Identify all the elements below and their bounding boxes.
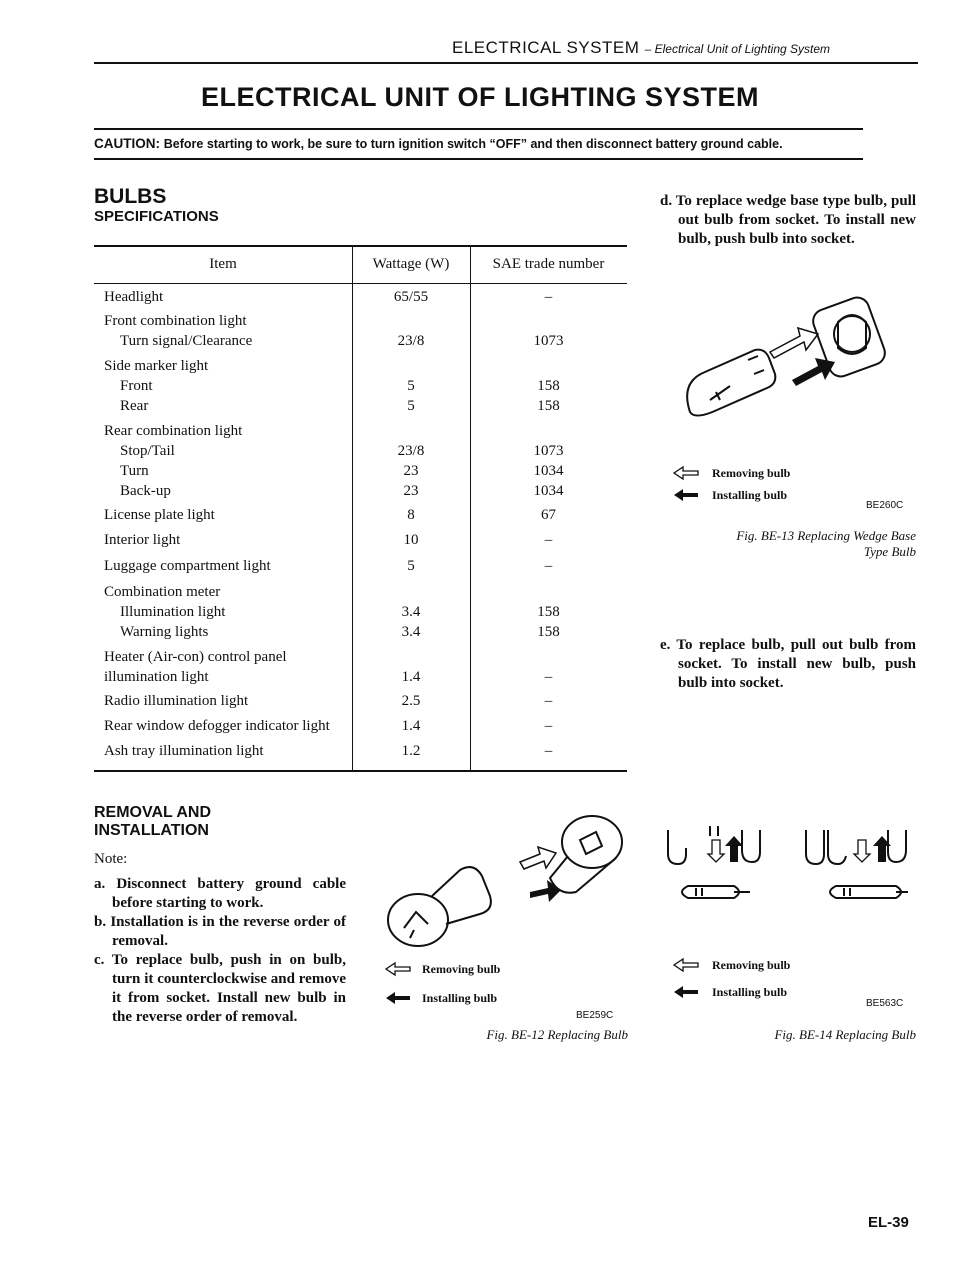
- table-cell-item: Front combination light: [104, 313, 247, 329]
- table-cell-item: Rear combination light: [104, 423, 243, 439]
- removing-arrow-icon: [672, 465, 700, 481]
- table-cell-sae: 67: [541, 507, 556, 523]
- table-cell-wattage: 5: [407, 398, 415, 414]
- figure-caption: [660, 528, 916, 560]
- table-cell-wattage: 1.4: [401, 718, 421, 734]
- table-cell-sae: 158: [537, 624, 560, 640]
- table-cell-item: Headlight: [104, 289, 164, 305]
- removal-heading-line2: INSTALLATION: [94, 822, 209, 839]
- removal-notes: [94, 850, 346, 1027]
- table-cell-wattage: 5: [407, 558, 415, 574]
- table-cell-item: Rear: [120, 398, 149, 414]
- table-cell-wattage: 3.4: [401, 624, 421, 640]
- header-section: ELECTRICAL SYSTEM: [452, 38, 640, 57]
- figure-caption: Fig. BE-12 Replacing Bulb: [486, 1027, 628, 1042]
- caution-notice: [94, 136, 783, 151]
- caution-rule-top: [94, 128, 863, 130]
- table-cell-item: Front: [120, 378, 153, 394]
- figure-caption: Fig. BE-14 Replacing Bulb: [774, 1027, 916, 1042]
- table-cell-wattage: 2.5: [401, 693, 421, 709]
- table-cell-wattage: 10: [403, 532, 419, 548]
- header-rule: [94, 62, 918, 64]
- note-a: a. Disconnect battery ground cable before starting to work.: [94, 876, 346, 911]
- table-cell-wattage: 3.4: [401, 604, 421, 620]
- table-cell-wattage: 65/55: [393, 289, 429, 305]
- table-cell-wattage: 23/8: [397, 333, 425, 349]
- table-cell-wattage: 8: [407, 507, 415, 523]
- table-header-wattage: Wattage (W): [372, 256, 450, 272]
- table-rule-bottom: [94, 770, 627, 772]
- table-cell-item: Luggage compartment light: [104, 558, 271, 574]
- table-cell-item: Interior light: [104, 532, 181, 548]
- wedge-bulb-illustration: [670, 282, 910, 452]
- table-header-sae: SAE trade number: [492, 256, 605, 272]
- figure-code: BE563C: [866, 998, 904, 1009]
- table-cell-wattage: 5: [407, 378, 415, 394]
- table-cell-item: Illumination light: [120, 604, 226, 620]
- header-subtitle: – Electrical Unit of Lighting System: [644, 42, 831, 56]
- installing-arrow-icon: [384, 990, 412, 1006]
- figure-code: BE259C: [576, 1010, 614, 1021]
- table-cell-sae: 1034: [533, 483, 564, 499]
- legend-installing-label: Installing bulb: [712, 985, 788, 999]
- removal-heading-line1: REMOVAL AND: [94, 804, 212, 821]
- table-cell-item: Turn: [120, 463, 149, 479]
- caution-rule-bottom: [94, 158, 863, 160]
- table-cell-item: Combination meter: [104, 584, 221, 600]
- table-cell-item: Warning lights: [120, 624, 209, 640]
- removing-arrow-icon: [672, 957, 700, 973]
- table-cell-item: License plate light: [104, 507, 215, 523]
- note-b: b. Installation is in the reverse order of removal.: [94, 914, 346, 949]
- legend-removing-label: Removing bulb: [712, 466, 791, 480]
- festoon-bulb-illustration: [660, 812, 920, 922]
- bayonet-bulb-illustration: [380, 800, 640, 970]
- legend-installing-label: Installing bulb: [422, 991, 498, 1005]
- legend-removing-label: Removing bulb: [422, 962, 501, 976]
- table-cell-sae: 158: [537, 604, 560, 620]
- table-cell-wattage: 23: [403, 463, 419, 479]
- table-cell-sae: 1073: [533, 333, 564, 349]
- table-cell-sae: –: [544, 693, 553, 709]
- page-title: ELECTRICAL UNIT OF LIGHTING SYSTEM: [200, 82, 759, 112]
- table-cell-sae: 158: [537, 378, 560, 394]
- caution-label: CAUTION:: [94, 136, 160, 151]
- table-header-item: Item: [209, 256, 237, 272]
- note-label: Note:: [94, 851, 128, 867]
- table-cell-item: Back-up: [120, 483, 171, 499]
- table-rule-header: [94, 283, 627, 284]
- table-cell-sae: 158: [537, 398, 560, 414]
- table-cell-sae: 1034: [533, 463, 564, 479]
- table-cell-item: Side marker light: [104, 358, 209, 374]
- table-cell-item: Ash tray illumination light: [104, 743, 264, 759]
- table-cell-sae: –: [544, 718, 553, 734]
- table-cell-item: Stop/Tail: [120, 443, 175, 459]
- table-cell-item: illumination light: [104, 669, 209, 685]
- figure-code: BE260C: [866, 500, 904, 511]
- legend-removing-label: Removing bulb: [712, 958, 791, 972]
- table-cell-sae: 1073: [533, 443, 564, 459]
- table-cell-wattage: 23: [403, 483, 419, 499]
- legend-installing-label: Installing bulb: [712, 488, 788, 502]
- paragraph-e: e. To replace bulb, pull out bulb from socket. To install new bulb, push bulb into socket.: [660, 637, 916, 691]
- table-rule-top: [94, 245, 627, 247]
- caption-line2: Type Bulb: [863, 544, 916, 559]
- installing-arrow-icon: [672, 487, 700, 503]
- table-cell-item: Turn signal/Clearance: [120, 333, 253, 349]
- paragraph-d: d. To replace wedge base type bulb, pull out bulb from socket. To install new bulb, push bulb into socket.: [660, 193, 916, 247]
- bulbs-heading: BULBS: [94, 185, 167, 208]
- table-cell-wattage: 23/8: [397, 443, 425, 459]
- table-cell-sae: –: [544, 289, 553, 305]
- table-cell-item: Radio illumination light: [104, 693, 249, 709]
- page-number: EL-39: [868, 1214, 909, 1231]
- table-cell-sae: –: [544, 669, 553, 685]
- table-cell-wattage: 1.4: [401, 669, 421, 685]
- table-cell-sae: –: [544, 743, 553, 759]
- installing-arrow-icon: [672, 984, 700, 1000]
- table-cell-wattage: 1.2: [401, 743, 421, 759]
- running-header: [452, 38, 830, 58]
- table-cell-sae: –: [544, 532, 553, 548]
- table-cell-item: Heater (Air-con) control panel: [104, 649, 287, 665]
- caution-text: Before starting to work, be sure to turn ignition switch “OFF” and then disconnect battery ground cable.: [163, 137, 783, 151]
- table-cell-sae: –: [544, 558, 553, 574]
- caption-line1: Fig. BE-13 Replacing Wedge Base: [736, 528, 916, 543]
- table-cell-item: Rear window defogger indicator light: [104, 718, 330, 734]
- specifications-heading: SPECIFICATIONS: [94, 208, 219, 225]
- removal-heading: [94, 804, 211, 840]
- removing-arrow-icon: [384, 961, 412, 977]
- note-c: c. To replace bulb, push in on bulb, turn it counterclockwise and remove it from socket. Install new bulb in the reverse order of removal.: [94, 952, 346, 1025]
